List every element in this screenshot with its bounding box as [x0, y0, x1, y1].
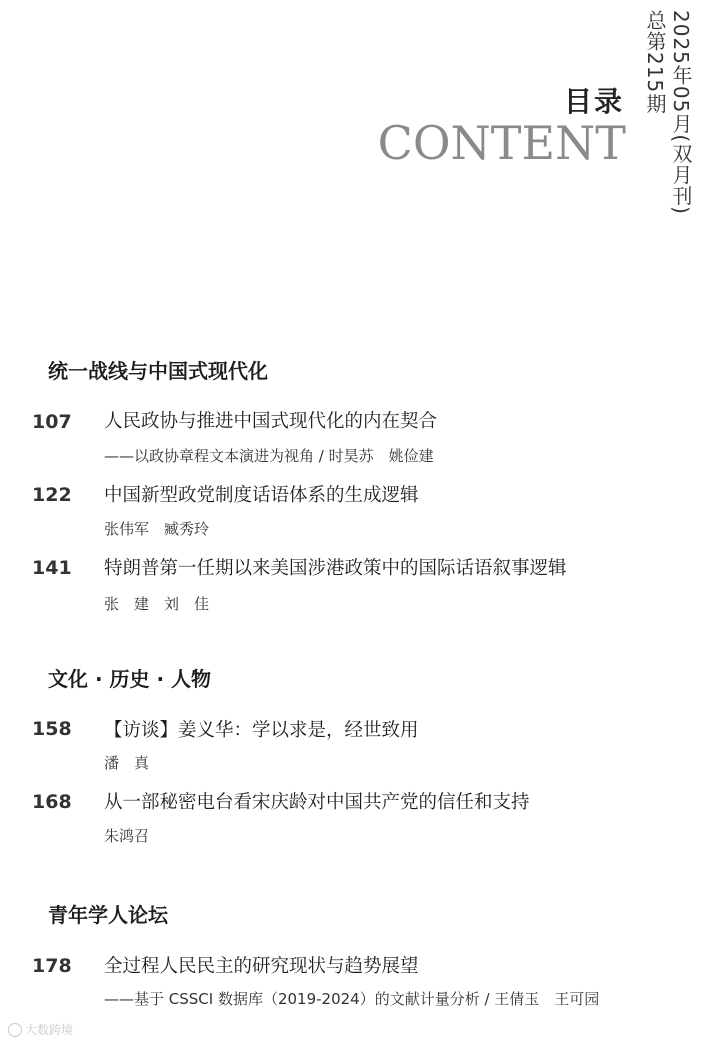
article-page-number: 141 — [32, 557, 72, 579]
article-title[interactable]: 【访谈】姜义华：学以求是，经世致用 — [104, 720, 419, 741]
watermark-text: 大数跨境 — [25, 1023, 74, 1037]
toc-title-en: CONTENT — [377, 116, 626, 170]
article-title[interactable]: 人民政协与推进中国式现代化的内在契合 — [104, 411, 438, 432]
article-authors: 朱鸿召 — [104, 827, 150, 845]
issue-date: 2025年05月(双月刊) — [669, 10, 693, 215]
toc-title-cn: 目录 — [563, 85, 624, 118]
article-title[interactable]: 从一部秘密电台看宋庆龄对中国共产党的信任和支持 — [104, 792, 530, 813]
article-authors: 潘 真 — [104, 754, 150, 772]
article-page-number: 178 — [32, 955, 72, 977]
article-authors: 张 建 刘 佳 — [104, 595, 210, 613]
article-subtitle-authors: ——以政协章程文本演进为视角 / 时昊苏 姚俭建 — [104, 447, 434, 465]
article-page-number: 168 — [32, 791, 72, 813]
section-title-united-front: 统一战线与中国式现代化 — [48, 359, 268, 383]
article-page-number: 158 — [32, 718, 72, 740]
article-authors: 张伟军 臧秀玲 — [104, 520, 210, 538]
article-page-number: 122 — [32, 484, 72, 506]
article-title[interactable]: 特朗普第一任期以来美国涉港政策中的国际话语叙事逻辑 — [104, 558, 567, 579]
section-title-culture-history: 文化 · 历史 · 人物 — [48, 667, 212, 691]
article-title[interactable]: 中国新型政党制度话语体系的生成逻辑 — [104, 485, 419, 506]
section-title-young-scholars: 青年学人论坛 — [48, 903, 168, 927]
article-title[interactable]: 全过程人民民主的研究现状与趋势展望 — [104, 956, 419, 977]
article-page-number: 107 — [32, 411, 72, 433]
issue-info — [642, 10, 694, 215]
watermark-logo-icon — [8, 1023, 22, 1037]
watermark — [8, 1021, 73, 1038]
article-subtitle-authors: ——基于 CSSCI 数据库（2019-2024）的文献计量分析 / 王倩玉 王可园 — [104, 990, 600, 1008]
issue-number: 总第215期 — [643, 10, 667, 115]
